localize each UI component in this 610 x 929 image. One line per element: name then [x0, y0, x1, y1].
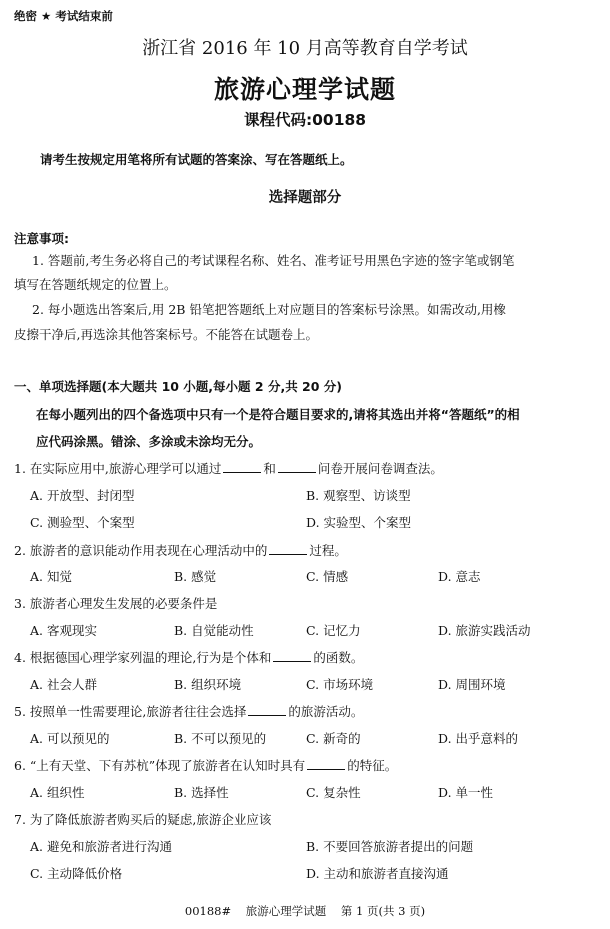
- q7-option-d: D. 主动和旅游者直接沟通: [306, 866, 449, 881]
- q1-option-a: A. 开放型、封闭型: [30, 488, 135, 503]
- part1-desc-line-1: 在每小题列出的四个备选项中只有一个是符合题目要求的,请将其选出并将“答题纸”的相: [36, 407, 520, 422]
- q2-option-b: B. 感觉: [174, 569, 217, 584]
- note-1-line-2: 填写在答题纸规定的位置上。: [14, 277, 177, 292]
- note-2-line-2: 皮擦干净后,再选涂其他答案标号。不能答在试题卷上。: [14, 327, 318, 342]
- q5-option-d: D. 出乎意料的: [438, 731, 519, 746]
- q6-option-b: B. 选择性: [174, 785, 229, 800]
- question-5: 5. 按照单一性需要理论,旅游者往往会选择 的旅游活动。: [14, 704, 364, 719]
- q1-option-d: D. 实验型、个案型: [306, 515, 412, 530]
- q7-option-c: C. 主动降低价格: [30, 866, 123, 881]
- question-6: 6. “上有天堂、下有苏杭”体现了旅游者在认知时具有 的特征。: [14, 758, 398, 773]
- section-title: 选择题部分: [268, 190, 342, 206]
- q4-option-c: C. 市场环境: [306, 677, 374, 692]
- q2-option-a: A. 知觉: [30, 569, 72, 584]
- question-3: 3. 旅游者心理发生发展的必要条件是: [14, 596, 218, 611]
- q2-option-c: C. 情感: [306, 569, 349, 584]
- subject-title: 旅游心理学试题: [213, 75, 396, 104]
- q4-option-b: B. 组织环境: [174, 677, 242, 692]
- q4-option-d: D. 周围环境: [438, 677, 506, 692]
- page-footer: 00188# 旅游心理学试题 第 1 页(共 3 页): [184, 904, 426, 918]
- q5-option-b: B. 不可以预见的: [174, 731, 267, 746]
- part1-desc-line-2: 应代码涂黑。错涂、多涂或未涂均无分。: [36, 434, 262, 449]
- q7-option-a: A. 避免和旅游者进行沟通: [30, 839, 172, 854]
- course-code: 课程代码:00188: [243, 111, 367, 129]
- q1-option-c: C. 测验型、个案型: [30, 515, 135, 530]
- note-2-line-1: 2. 每小题选出答案后,用 2B 铅笔把答题纸上对应题目的答案标号涂黑。如需改动,用橡: [32, 302, 506, 317]
- notes-title: 注意事项:: [14, 231, 69, 246]
- q3-option-a: A. 客观现实: [30, 623, 97, 638]
- q6-option-a: A. 组织性: [30, 785, 85, 800]
- question-2: 2. 旅游者的意识能动作用表现在心理活动中的 过程。: [14, 543, 347, 558]
- question-4: 4. 根据德国心理学家列温的理论,行为是个体和 的函数。: [14, 650, 364, 665]
- q5-option-a: A. 可以预见的: [30, 731, 110, 746]
- secret-mark: 绝密 ★ 考试结束前: [14, 9, 113, 23]
- q4-option-a: A. 社会人群: [30, 677, 97, 692]
- question-7: 7. 为了降低旅游者购买后的疑虑,旅游企业应该: [14, 812, 272, 827]
- q1-option-b: B. 观察型、访谈型: [306, 488, 411, 503]
- exam-title: 浙江省 2016 年 10 月高等教育自学考试: [142, 38, 468, 59]
- q6-option-c: C. 复杂性: [306, 785, 361, 800]
- question-1: 1. 在实际应用中,旅游心理学可以通过 和 问卷开展问卷调查法。: [14, 461, 443, 476]
- q3-option-b: B. 自觉能动性: [174, 623, 254, 638]
- part1-heading: 一、单项选择题(本大题共 10 小题,每小题 2 分,共 20 分): [14, 379, 343, 394]
- q3-option-d: D. 旅游实践活动: [438, 623, 531, 638]
- q7-option-b: B. 不要回答旅游者提出的问题: [306, 839, 474, 854]
- q2-option-d: D. 意志: [438, 569, 481, 584]
- q6-option-d: D. 单一性: [438, 785, 494, 800]
- q3-option-c: C. 记忆力: [306, 623, 361, 638]
- note-1-line-1: 1. 答题前,考生务必将自己的考试课程名称、姓名、准考证号用黑色字迹的签字笔或钢笔: [32, 253, 515, 268]
- q5-option-c: C. 新奇的: [306, 731, 361, 746]
- answer-instruction: 请考生按规定用笔将所有试题的答案涂、写在答题纸上。: [40, 152, 353, 167]
